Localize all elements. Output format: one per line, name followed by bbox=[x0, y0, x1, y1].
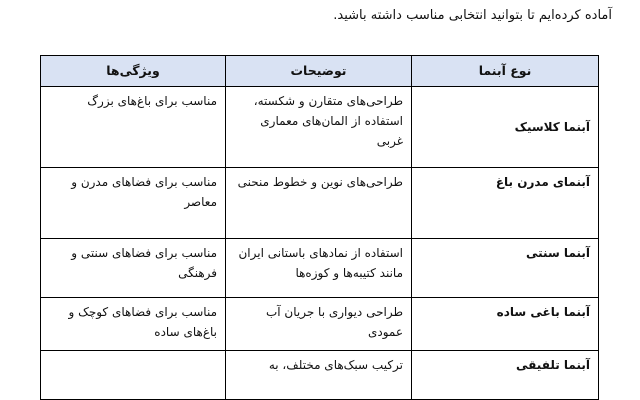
cell-features: مناسب برای فضاهای سنتی و فرهنگی bbox=[41, 239, 226, 298]
cell-description: ترکیب سبک‌های مختلف، به bbox=[226, 351, 412, 400]
fountain-types-table bbox=[40, 55, 599, 400]
table-row bbox=[41, 168, 599, 239]
cell-description: طراحی‌های متقارن و شکسته، استفاده از المان‌های معماری غربی bbox=[226, 87, 412, 168]
cell-description: طراحی‌های نوین و خطوط منحنی bbox=[226, 168, 412, 239]
cell-type: آبنما سنتی bbox=[412, 239, 599, 298]
table-header-row bbox=[41, 56, 599, 87]
cell-features: مناسب برای فضاهای کوچک و باغ‌های ساده bbox=[41, 298, 226, 351]
cell-features: مناسب برای فضاهای مدرن و معاصر bbox=[41, 168, 226, 239]
table-row bbox=[41, 351, 599, 400]
table-row bbox=[41, 87, 599, 168]
cell-description: استفاده از نمادهای باستانی ایران مانند کتیبه‌ها و کوزه‌ها bbox=[226, 239, 412, 298]
intro-paragraph: آماده کرده‌ایم تا بتوانید انتخابی مناسب داشته باشید. bbox=[333, 8, 612, 23]
cell-features: مناسب برای باغ‌های بزرگ bbox=[41, 87, 226, 168]
header-description: توضیحات bbox=[226, 56, 412, 87]
cell-type: آبنمای مدرن باغ bbox=[412, 168, 599, 239]
cell-type: آبنما کلاسیک bbox=[412, 87, 599, 168]
cell-features bbox=[41, 351, 226, 400]
table-row bbox=[41, 298, 599, 351]
header-features: ویژگی‌ها bbox=[41, 56, 226, 87]
header-type: نوع آبنما bbox=[412, 56, 599, 87]
cell-description: طراحی دیواری با جریان آب عمودی bbox=[226, 298, 412, 351]
cell-type: آبنما باغی ساده bbox=[412, 298, 599, 351]
table-row bbox=[41, 239, 599, 298]
cell-type: آبنما تلفیقی bbox=[412, 351, 599, 400]
